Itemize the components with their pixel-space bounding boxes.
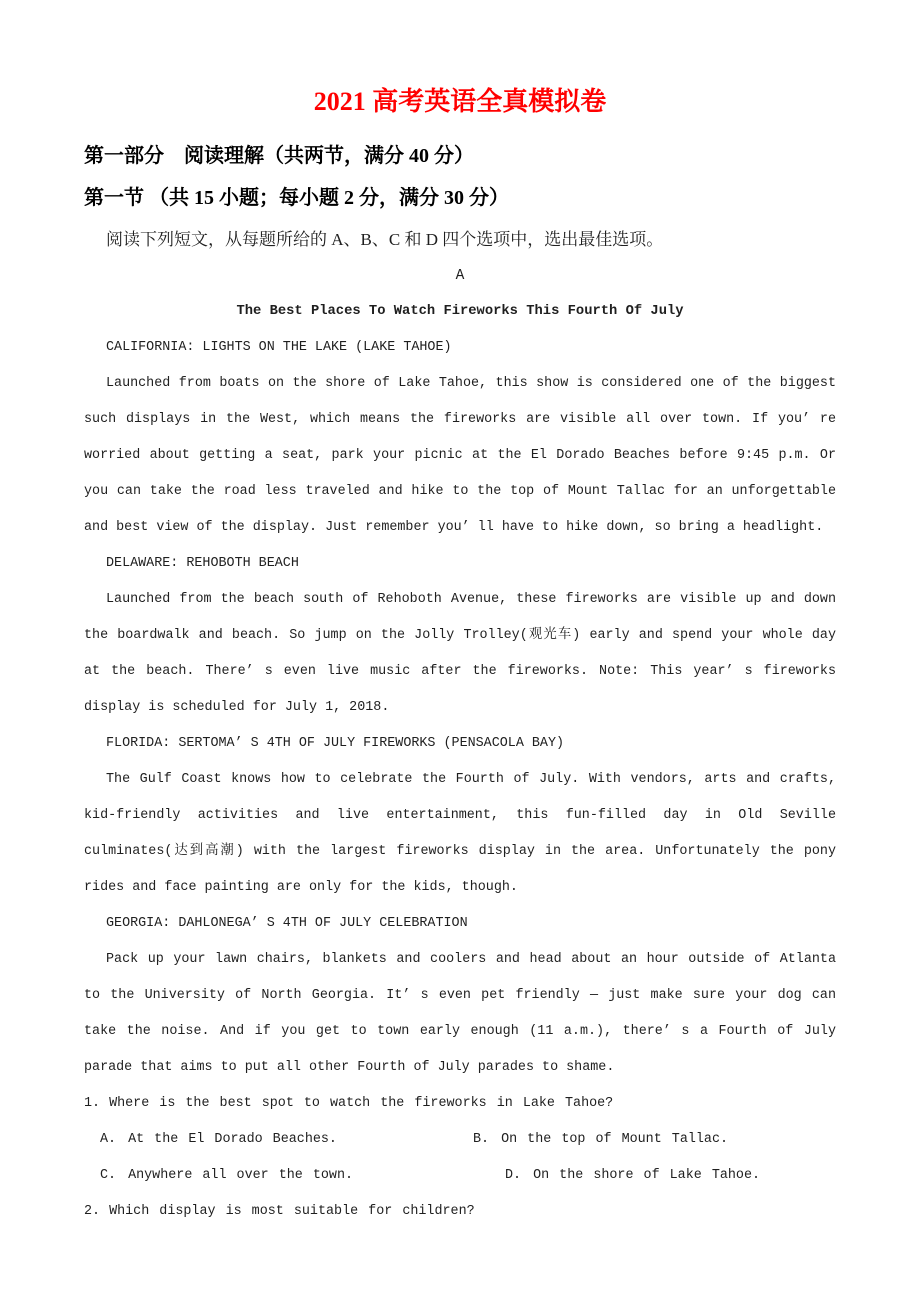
passage-subhead-georgia: GEORGIA: DAHLONEGA’ S 4TH OF JULY CELEBRATION — [106, 916, 468, 931]
option-d-text: On the shore of Lake Tahoe. — [533, 1168, 761, 1183]
question-1-options-row-ab — [84, 1122, 836, 1158]
question-2-text: Which display is most suitable for children? — [109, 1204, 475, 1219]
option-d-label: D. — [505, 1168, 522, 1183]
option-c-text: Anywhere all over the town. — [128, 1168, 354, 1183]
question-1-option-b — [473, 1122, 728, 1158]
reading-instruction: 阅读下列短文，从每题所给的 A、B、C 和 D 四个选项中，选出最佳选项。 — [106, 230, 664, 249]
passage-subhead-delaware: DELAWARE: REHOBOTH BEACH — [106, 556, 299, 571]
passage-label: A — [455, 268, 465, 284]
question-1-option-d — [505, 1158, 760, 1194]
page-title: 2021 高考英语全真模拟卷 — [313, 87, 607, 116]
passage-paragraph-georgia: Pack up your lawn chairs, blankets and coolers and head about an hour outside of Atlanta to the University of North Georgia. It’ s even pet friendly — just make sure your dog can take the noise. And if you get to town early enough (11 a.m.), there’ s a Fourth of July parade that aims to put all other Fourth of July parades to shame. — [84, 952, 836, 1075]
option-b-text: On the top of Mount Tallac. — [501, 1132, 729, 1147]
section-heading: 第一节 （共 15 小题；每小题 2 分，满分 30 分） — [84, 187, 509, 209]
question-2 — [84, 1194, 836, 1230]
option-b-label: B. — [473, 1132, 490, 1147]
question-1-number: 1. — [84, 1096, 101, 1111]
option-a-text: At the El Dorado Beaches. — [128, 1132, 337, 1147]
question-1-option-a — [100, 1132, 337, 1147]
passage-subhead-california: CALIFORNIA: LIGHTS ON THE LAKE (LAKE TAHOE) — [106, 340, 452, 355]
question-1-option-c — [100, 1168, 353, 1183]
option-a-label: A. — [100, 1132, 117, 1147]
passage-subhead-florida: FLORIDA: SERTOMA’ S 4TH OF JULY FIREWORKS (PENSACOLA BAY) — [106, 736, 565, 751]
option-c-label: C. — [100, 1168, 117, 1183]
passage-paragraph-california: Launched from boats on the shore of Lake Tahoe, this show is considered one of the biggest such displays in the West, which means the fireworks are visible all over town. If you’ re worried about getting a seat, park your picnic at the El Dorado Beaches before 9:45 p.m. Or you can take the road less traveled and hike to the top of Mount Tallac for an unforgettable and best view of the display. Just remember you’ ll have to hike down, so bring a headlight. — [84, 376, 836, 535]
question-1 — [84, 1086, 836, 1122]
question-2-number: 2. — [84, 1204, 101, 1219]
question-1-text: Where is the best spot to watch the fireworks in Lake Tahoe? — [109, 1096, 614, 1111]
question-1-options-row-cd — [84, 1158, 836, 1194]
part-heading: 第一部分 阅读理解（共两节，满分 40 分） — [84, 145, 474, 167]
passage-paragraph-florida: The Gulf Coast knows how to celebrate the Fourth of July. With vendors, arts and crafts, kid-friendly activities and live entertainment, this fun-filled day in Old Seville culminates(达到高潮) with the largest fireworks display in the area. Unfortunately the pony rides and face painting are only for the kids, though. — [84, 772, 836, 895]
passage-title: The Best Places To Watch Fireworks This Fourth Of July — [236, 304, 684, 319]
passage-paragraph-delaware: Launched from the beach south of Rehoboth Avenue, these fireworks are visible up and down the boardwalk and beach. So jump on the Jolly Trolley(观光车) early and spend your whole day at the beach. There’ s even live music after the fireworks. Note: This year’ s fireworks display is scheduled for July 1, 2018. — [84, 592, 836, 715]
